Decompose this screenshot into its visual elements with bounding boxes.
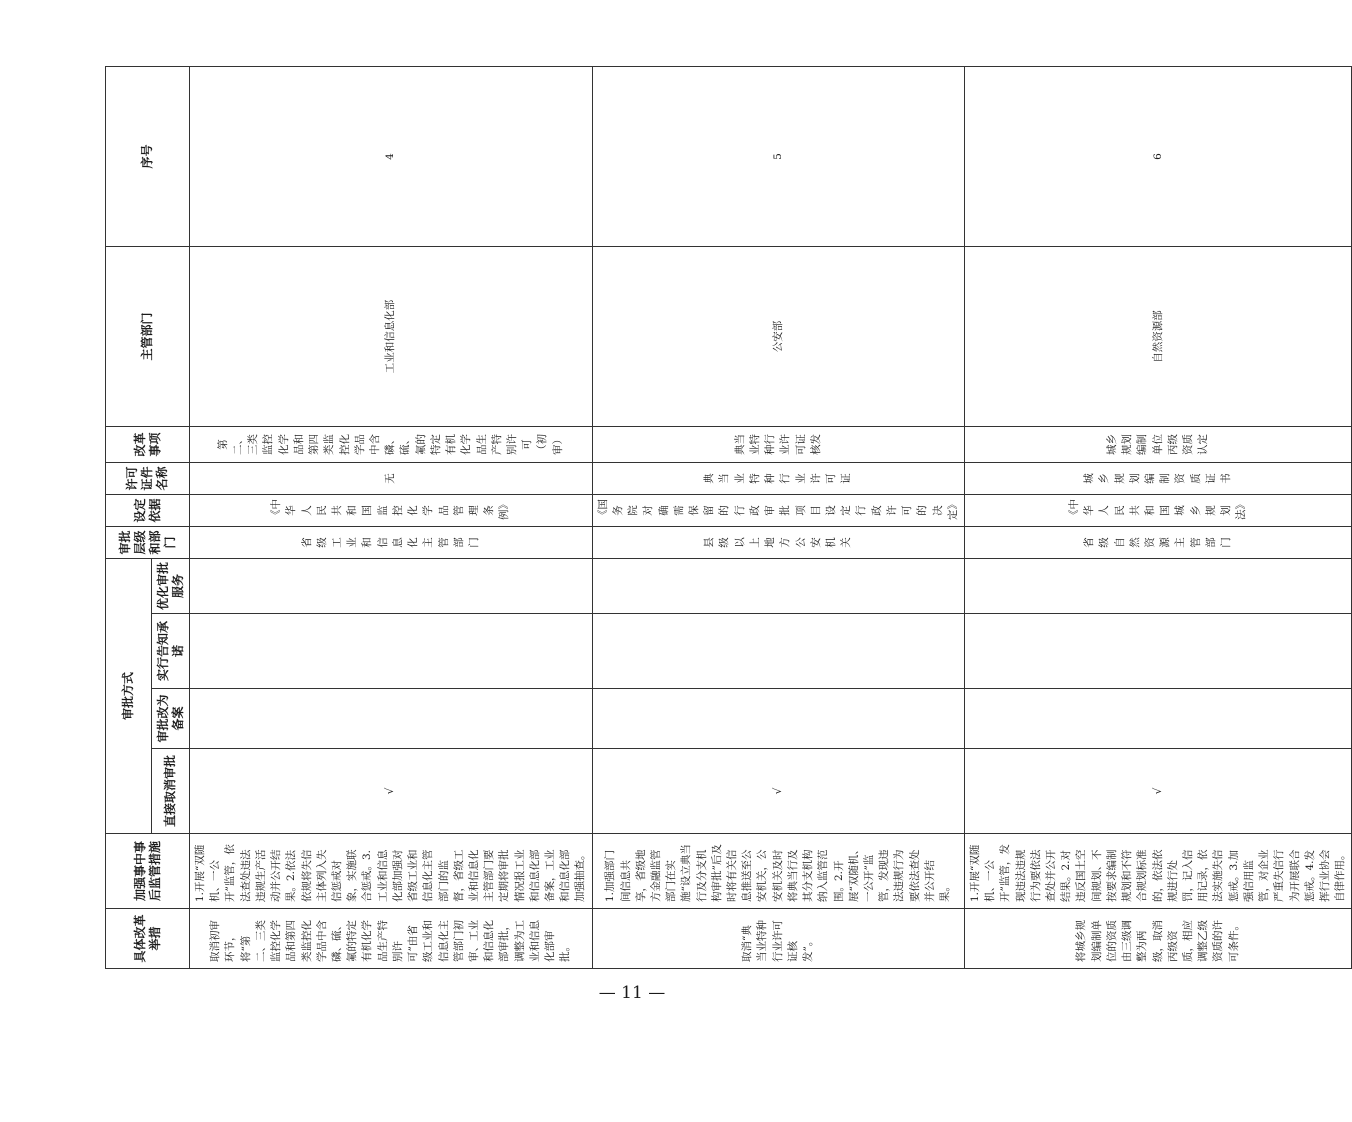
header-measures: 具体改革举措	[106, 909, 190, 969]
header-license: 许可证件名称	[106, 462, 190, 494]
cell-notify	[964, 614, 1351, 689]
header-supervise: 加强事中事后监管措施	[106, 834, 190, 909]
table-row	[592, 66, 964, 968]
header-item: 改革事项	[106, 426, 190, 462]
cell-license: 无	[190, 462, 593, 494]
header-notify: 实行告知承诺	[152, 614, 190, 689]
cell-item: 城乡规划编制单位丙级资质认定	[964, 426, 1351, 462]
cell-cancel: √	[592, 749, 964, 834]
cell-filing	[964, 689, 1351, 749]
cell-notify	[190, 614, 593, 689]
cell-license: 典当业特种行业许可证	[592, 462, 964, 494]
cell-filing	[592, 689, 964, 749]
cell-license: 城乡规划编制资质证书	[964, 462, 1351, 494]
reform-table	[105, 66, 1352, 969]
header-level: 审批层级和部门	[106, 526, 190, 558]
cell-dept: 自然资源部	[964, 246, 1351, 426]
cell-optimize	[190, 558, 593, 613]
cell-cancel: √	[190, 749, 593, 834]
cell-supervise: 1.加强部门间信息共享，省级地方金融监管部门在实施“设立典当行及分支机构审批”后及时将有关信息推送至公安机关，公安机关及时将典当行及其分支机构纳入监管范围。2.开展“双随机、一公开”监管，发现违法违规行为要依法查处并公开结果。	[592, 834, 964, 909]
cell-basis: 《国务院对确需保留的行政审批项目设定行政许可的决定》	[592, 494, 964, 526]
header-seq: 序号	[106, 66, 190, 246]
cell-notify	[592, 614, 964, 689]
cell-measures: 取消初审环节，将“第二、三类监控化学品和第四类监控化学品中含磷、硫、氟的特定有机化学品生产特别许可”由省级工业和信息化主管部门初审、工业和信息化部审批，调整为工业和信息化部审批。	[190, 909, 593, 969]
cell-dept: 公安部	[592, 246, 964, 426]
header-cancel: 直接取消审批	[152, 749, 190, 834]
cell-level: 省级自然资源主管部门	[964, 526, 1351, 558]
page-number: — 11 —	[598, 983, 666, 1003]
table-row	[964, 66, 1351, 968]
cell-supervise: 1.开展“双随机、一公开”监管，发现违法违规行为要依法查处并公开结果。2.对违反国土空间规划、不按要求编制规划和不符合规划标准的，依法依规进行处罚，记入信用记录，依法实施失信惩戒。3.加强信用监管，对企业严重失信行为开展联合惩戒。4.发挥行业协会自律作用。	[964, 834, 1351, 909]
cell-measures: 取消“典当业特种行业许可证核发”。	[592, 909, 964, 969]
rotated-page	[105, 127, 1347, 969]
cell-seq: 5	[592, 66, 964, 246]
header-method: 审批方式	[106, 558, 152, 833]
cell-filing	[190, 689, 593, 749]
cell-item: 第二、三类监控化学品和第四类监控化学品中含磷、硫、氟的特定有机化学品生产特别许可（初审）	[190, 426, 593, 462]
header-optimize: 优化审批服务	[152, 558, 190, 613]
cell-measures: 将城乡规划编制单位的资质由三级调整为两级，取消丙级资质，相应调整乙级资质的许可条件。	[964, 909, 1351, 969]
cell-item: 典当业特种行业许可证核发	[592, 426, 964, 462]
header-dept: 主管部门	[106, 246, 190, 426]
cell-dept: 工业和信息化部	[190, 246, 593, 426]
header-basis: 设定依据	[106, 494, 190, 526]
cell-optimize	[964, 558, 1351, 613]
table-row	[190, 66, 593, 968]
cell-level: 县级以上地方公安机关	[592, 526, 964, 558]
header-filing: 审批改为备案	[152, 689, 190, 749]
cell-seq: 6	[964, 66, 1351, 246]
cell-seq: 4	[190, 66, 593, 246]
cell-cancel: √	[964, 749, 1351, 834]
cell-basis: 《中华人民共和国城乡规划法》	[964, 494, 1351, 526]
cell-optimize	[592, 558, 964, 613]
cell-basis: 《中华人民共和国监控化学品管理条例》	[190, 494, 593, 526]
cell-level: 省级工业和信息化主管部门	[190, 526, 593, 558]
cell-supervise: 1.开展“双随机、一公开”监管，依法查处违法违规生产活动并公开结果。2.依法依规将失信主体列入失信惩戒对象，实施联合惩戒。3.工业和信息化部加强对省级工业和信息化主管部门的监督，省级工业和信息化主管部门要定期将审批情况报工业和信息化部备案，工业和信息化部加强抽查。	[190, 834, 593, 909]
